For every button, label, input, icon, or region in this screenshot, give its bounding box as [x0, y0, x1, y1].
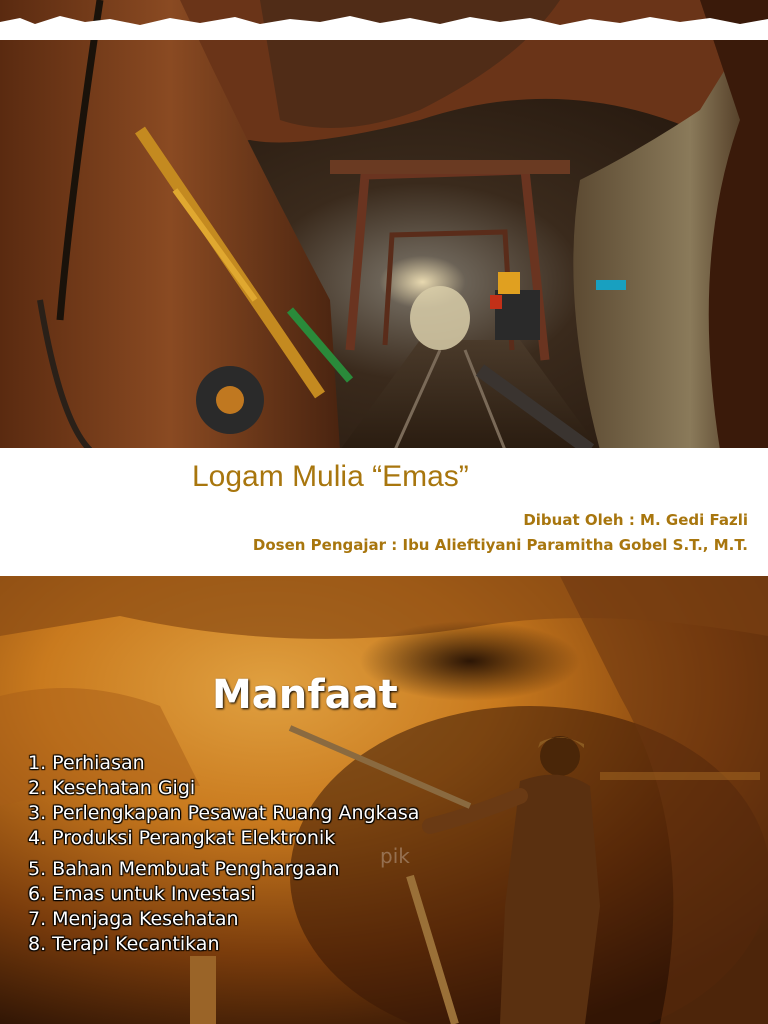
mine-tunnel-photo [0, 0, 768, 470]
watermark: pik [380, 844, 410, 868]
lecturer-credit: Dosen Pengajar : Ibu Alieftiyani Paramitha Gobel S.T., M.T. [252, 536, 748, 554]
list-item: 6. Emas untuk Investasi [28, 883, 256, 905]
list-item: 8. Terapi Kecantikan [28, 933, 220, 955]
torn-paper-edge [0, 0, 768, 40]
list-item: 3. Perlengkapan Pesawat Ruang Angkasa [28, 802, 420, 824]
benefits-slide [0, 576, 768, 1024]
list-item: 7. Menjaga Kesehatan [28, 908, 239, 930]
author-credit: Dibuat Oleh : M. Gedi Fazli [523, 511, 748, 529]
list-item: 5. Bahan Membuat Penghargaan [28, 858, 340, 880]
section-title: Manfaat [212, 672, 398, 718]
list-item: 4. Produksi Perangkat Elektronik [28, 827, 336, 849]
list-item: 2. Kesehatan Gigi [28, 777, 196, 799]
slide-title: Logam Mulia “Emas” [192, 460, 469, 493]
benefits-list [28, 751, 419, 957]
list-item: 1. Perhiasan [28, 752, 145, 774]
